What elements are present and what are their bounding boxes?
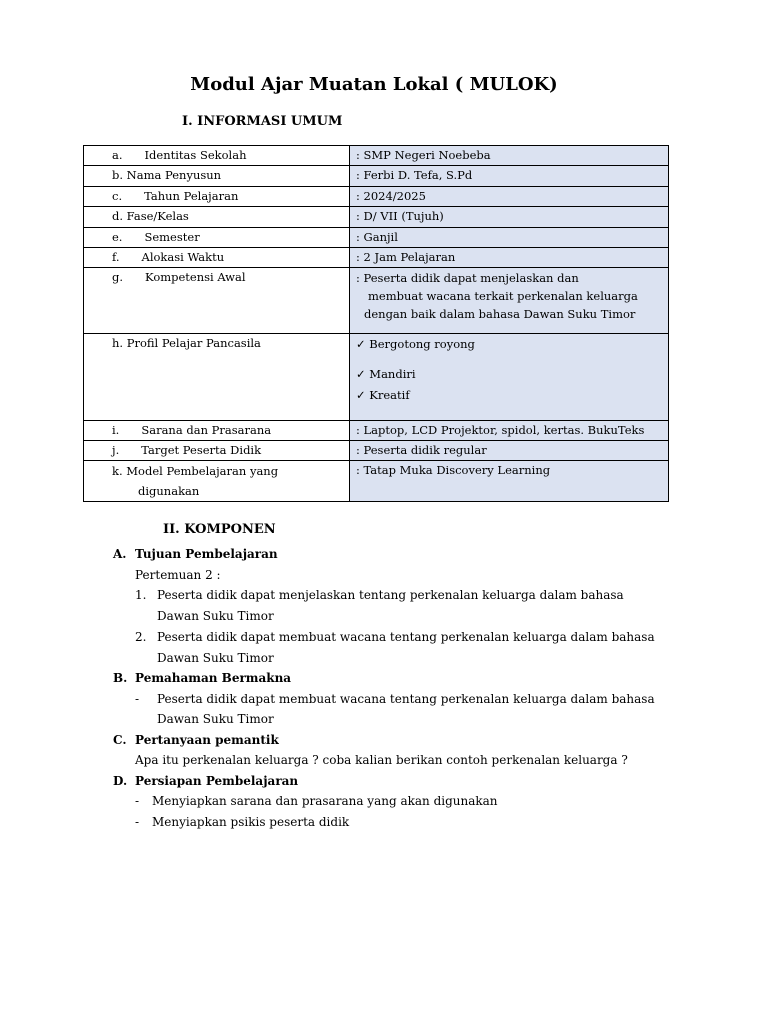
table-row	[84, 268, 669, 334]
meeting-label: Pertemuan 2 :	[135, 567, 221, 582]
row-label-text: h. Profil Pelajar Pancasila	[112, 336, 261, 350]
question-text: Apa itu perkenalan keluarga ? coba kalian berikan contoh perkenalan keluarga ?	[135, 753, 628, 767]
table-row	[84, 334, 669, 421]
value-line: dengan baik dalam bahasa Dawan Suku Timor	[364, 307, 636, 321]
table-row	[84, 166, 669, 187]
table-row	[84, 441, 669, 461]
section-a-heading: A. Tujuan Pembelajaran	[113, 547, 278, 561]
value-line: : Peserta didik dapat menjelaskan dan	[356, 271, 579, 285]
row-label-text: Kompetensi Awal	[145, 270, 246, 284]
table-row	[84, 421, 669, 441]
info-table	[83, 145, 669, 502]
row-label: j. Target Peserta Didik	[84, 441, 350, 461]
section-b-heading: B. Pemahaman Bermakna	[113, 671, 292, 685]
table-row	[84, 228, 669, 248]
section-heading-komponen: II. KOMPONEN	[163, 522, 276, 537]
row-label-text: digunakan	[138, 484, 200, 498]
row-value: : Tatap Muka Discovery Learning	[350, 461, 669, 502]
row-value: : Ganjil	[350, 228, 669, 248]
list-item-continuation: Dawan Suku Timor	[157, 608, 274, 623]
list-item: 1. Peserta didik dapat menjelaskan tentang perkenalan keluarga dalam bahasa	[135, 588, 624, 602]
row-value: : 2 Jam Pelajaran	[350, 248, 669, 268]
table-row	[84, 207, 669, 228]
list-item: 2. Peserta didik dapat membuat wacana tentang perkenalan keluarga dalam bahasa	[135, 630, 655, 644]
list-item: - Menyiapkan psikis peserta didik	[135, 814, 350, 829]
row-label-text: Alokasi Waktu	[141, 250, 225, 264]
row-label: f. Alokasi Waktu	[84, 248, 350, 268]
table-row	[84, 461, 669, 502]
checklist-item: ✓ Kreatif	[356, 388, 410, 402]
row-label-text: Tahun Pelajaran	[144, 189, 239, 203]
row-value: : Ferbi D. Tefa, S.Pd	[350, 166, 669, 187]
table-row	[84, 187, 669, 207]
row-label-text: k. Model Pembelajaran yang	[112, 464, 279, 478]
value-line: membuat wacana terkait perkenalan keluarga	[368, 289, 638, 303]
document-title: Modul Ajar Muatan Lokal ( MULOK)	[190, 74, 558, 95]
row-label-text: Semester	[144, 230, 200, 244]
row-label: c. Tahun Pelajaran	[84, 187, 350, 207]
list-item: - Menyiapkan sarana dan prasarana yang akan digunakan	[135, 794, 498, 808]
row-label-text: b. Nama Penyusun	[112, 168, 222, 182]
row-label-text: Target Peserta Didik	[141, 443, 262, 457]
row-value: : SMP Negeri Noebeba	[350, 146, 669, 166]
row-value: : D/ VII (Tujuh)	[350, 207, 669, 228]
row-label-text: Sarana dan Prasarana	[141, 423, 272, 437]
komponen-body	[113, 544, 673, 832]
list-item-continuation: Dawan Suku Timor	[157, 650, 274, 665]
row-label	[84, 207, 350, 228]
row-label: a. Identitas Sekolah	[84, 146, 350, 166]
row-label: i. Sarana dan Prasarana	[84, 421, 350, 441]
section-d-heading: D. Persiapan Pembelajaran	[113, 773, 299, 788]
row-value: : 2024/2025	[350, 187, 669, 207]
row-value	[350, 268, 669, 334]
row-label	[84, 334, 350, 421]
row-label	[84, 166, 350, 187]
row-value: : Peserta didik regular	[350, 441, 669, 461]
list-item: - Peserta didik dapat membuat wacana tentang perkenalan keluarga dalam bahasa	[135, 691, 655, 706]
row-label: g. Kompetensi Awal	[84, 268, 350, 334]
section-heading-informasi-umum: I. INFORMASI UMUM	[182, 114, 343, 129]
checklist-item: ✓ Mandiri	[356, 367, 416, 381]
row-label-text: Identitas Sekolah	[144, 148, 247, 162]
table-row	[84, 248, 669, 268]
section-c-heading: C. Pertanyaan pemantik	[113, 732, 279, 747]
row-label	[84, 461, 350, 502]
row-label-text: d. Fase/Kelas	[112, 209, 189, 223]
row-value	[350, 334, 669, 421]
table-row	[84, 146, 669, 166]
checklist-item: ✓ Bergotong royong	[356, 337, 475, 351]
row-value: : Laptop, LCD Projektor, spidol, kertas. BukuTeks	[350, 421, 669, 441]
row-label: e. Semester	[84, 228, 350, 248]
list-item-continuation: Dawan Suku Timor	[157, 712, 274, 726]
